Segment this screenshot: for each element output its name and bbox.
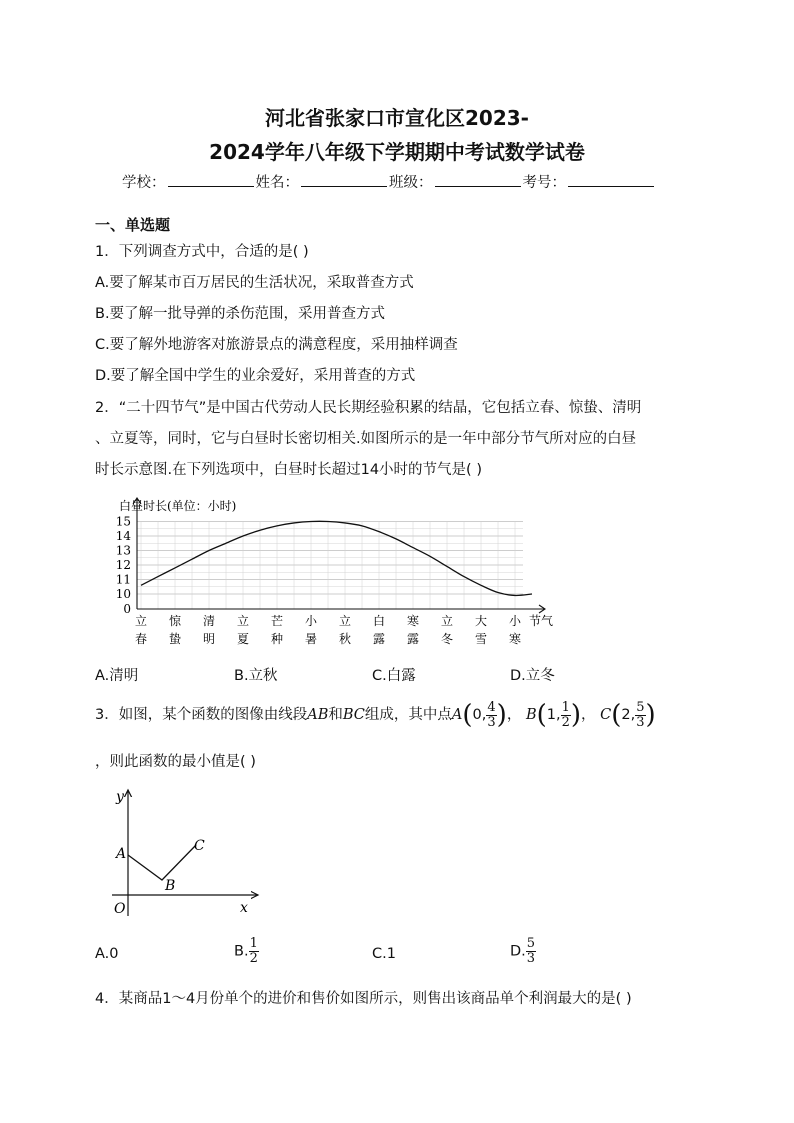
point-c-label: C xyxy=(194,838,205,854)
x-tick-label-bottom: 夏 xyxy=(236,632,250,646)
section-heading: 一、单选题 xyxy=(95,216,171,234)
q2-option-b: B.立秋 xyxy=(234,668,278,684)
chart-axes xyxy=(133,498,545,613)
x-tick-label-top: 白 xyxy=(372,614,386,628)
x-tick-label-top: 小 xyxy=(508,614,522,628)
q2-option-c: C.白露 xyxy=(372,668,416,684)
chart-x-ticks xyxy=(135,613,522,646)
segment-ab-bc xyxy=(128,845,196,880)
x-tick-label-bottom: 雪 xyxy=(474,632,488,646)
q3-point-c-label: C xyxy=(600,707,612,723)
chart-y-axis-label: 白昼时长(单位：小时) xyxy=(119,499,237,513)
exam-title-line2: 2024学年八年级下学期期中考试数学试卷 xyxy=(209,140,585,164)
q2-option-d: D.立冬 xyxy=(510,668,555,684)
q3-and: 和 xyxy=(328,707,343,723)
chart-x-axis-label: 节气 xyxy=(529,614,554,628)
q3-stem-b: 组成，其中点 xyxy=(364,707,452,723)
q3-point-a-label: A xyxy=(451,707,463,723)
x-axis xyxy=(137,605,545,613)
x-tick-label-top: 立 xyxy=(236,614,250,628)
x-tick-label-bottom: 蛰 xyxy=(168,632,182,646)
q1-stem: 1．下列调查方式中，合适的是( ) xyxy=(95,244,309,260)
q3-option-d-frac: $\frac{5}{3}$ xyxy=(526,936,536,966)
daylight-curve xyxy=(141,521,532,595)
x-tick-label-bottom: 明 xyxy=(202,632,216,646)
q3-point-a-frac: $\frac{4}{3}$ xyxy=(487,699,496,730)
daylight-chart xyxy=(95,492,565,652)
q3-option-c: C.1 xyxy=(372,946,396,962)
q3-line2: ，则此函数的最小值是( ) xyxy=(95,754,256,770)
x-tick-label-bottom: 露 xyxy=(406,632,420,646)
chart-grid xyxy=(137,522,523,610)
number-blank xyxy=(568,172,654,187)
q3-option-a: A.0 xyxy=(95,946,119,962)
point-a-label: A xyxy=(116,846,127,862)
school-label: 学校： xyxy=(122,175,166,191)
q3-option-d: D. $\frac{5}{3}$ xyxy=(510,936,536,966)
q2-line3: 时长示意图.在下列选项中，白昼时长超过14小时的节气是( ) xyxy=(95,462,482,478)
y-tick-label: 10 xyxy=(115,587,131,601)
x-tick-label-bottom: 暑 xyxy=(304,632,318,646)
chart-y-ticks xyxy=(116,515,132,617)
school-blank xyxy=(168,172,254,187)
q1-option-b: B.要了解一批导弹的杀伤范围，采用普查方式 xyxy=(95,306,386,322)
q2-line2: 、立夏等，同时，它与白昼时长密切相关.如图所示的是一年中部分节气所对应的白昼 xyxy=(95,431,637,447)
q3-option-b: B. $\frac{1}{2}$ xyxy=(234,936,258,966)
x-tick-label-top: 大 xyxy=(474,614,488,628)
x-tick-label-top: 清 xyxy=(202,614,216,628)
x-tick-label-top: 小 xyxy=(304,614,318,628)
exam-title-line1: 河北省张家口市宣化区2023- xyxy=(265,106,529,130)
x-tick-label-bottom: 寒 xyxy=(508,632,522,646)
y-tick-label: 13 xyxy=(115,543,131,558)
x-tick-label-bottom: 露 xyxy=(372,632,386,646)
y-axis-label: y xyxy=(116,789,124,805)
q4-stem: 4．某商品1～4月份单个的进价和售价如图所示，则售出该商品单个利润最大的是( ) xyxy=(95,991,632,1007)
q3-point-b-x: 1, xyxy=(546,707,561,723)
y-tick-label: 15 xyxy=(115,514,131,529)
q3-point-b-label: B xyxy=(525,707,537,723)
q3-segment-ab: AB xyxy=(307,707,329,723)
x-axis-label: x xyxy=(240,900,248,916)
q1-option-c: C.要了解外地游客对旅游景点的满意程度，采用抽样调查 xyxy=(95,337,458,353)
q3-point-a-x: 0, xyxy=(472,707,487,723)
q2-line1: 2．“二十四节气”是中国古代劳动人民长期经验积累的结晶，它包括立春、惊蛰、清明 xyxy=(95,400,642,416)
class-blank xyxy=(435,172,521,187)
q2-option-a: A.清明 xyxy=(95,668,139,684)
q1-option-d: D.要了解全国中学生的业余爱好，采用普查的方式 xyxy=(95,368,416,384)
q3-point-c-x: 2, xyxy=(621,707,636,723)
x-tick-label-top: 立 xyxy=(440,614,454,628)
x-tick-label-top: 惊 xyxy=(168,614,182,628)
function-graph xyxy=(108,782,268,922)
q3-stem: 3．如图，某个函数的图像由线段AB和BC组成，其中点A(0, $\frac{4}{3}$ )， B(1, $\frac{1}{2}$ )， C(2, $\frac{5}{3}$ ) xyxy=(95,699,656,730)
q3-segment-bc: BC xyxy=(342,707,365,723)
q3-option-b-frac: $\frac{1}{2}$ xyxy=(249,936,258,966)
origin-label: O xyxy=(114,901,126,917)
x-tick-label-bottom: 秋 xyxy=(338,632,352,646)
x-tick-label-top: 寒 xyxy=(406,614,420,628)
class-label: 班级： xyxy=(389,175,433,191)
number-label: 考号： xyxy=(522,175,566,191)
q1-option-a: A.要了解某市百万居民的生活状况，采取普查方式 xyxy=(95,275,414,291)
student-info-row xyxy=(122,171,656,192)
point-b-label: B xyxy=(165,878,176,894)
y-axis xyxy=(133,498,141,609)
x-tick-label-bottom: 冬 xyxy=(440,632,454,646)
q3-stem-a: 3．如图，某个函数的图像由线段 xyxy=(95,707,308,723)
q3-point-c-frac: $\frac{5}{3}$ xyxy=(636,699,645,730)
y-tick-label: 0 xyxy=(123,602,131,616)
q3-point-b-frac: $\frac{1}{2}$ xyxy=(561,699,570,730)
x-tick-label-bottom: 春 xyxy=(134,632,148,646)
name-blank xyxy=(301,172,387,187)
y-tick-label: 12 xyxy=(115,558,131,572)
x-tick-label-top: 立 xyxy=(338,614,352,628)
name-label: 姓名： xyxy=(255,175,299,191)
x-tick-label-top: 芒 xyxy=(270,614,284,628)
x-tick-label-bottom: 种 xyxy=(270,632,284,646)
y-tick-label: 14 xyxy=(115,529,131,543)
y-tick-label: 11 xyxy=(115,572,131,587)
x-tick-label-top: 立 xyxy=(134,614,148,628)
